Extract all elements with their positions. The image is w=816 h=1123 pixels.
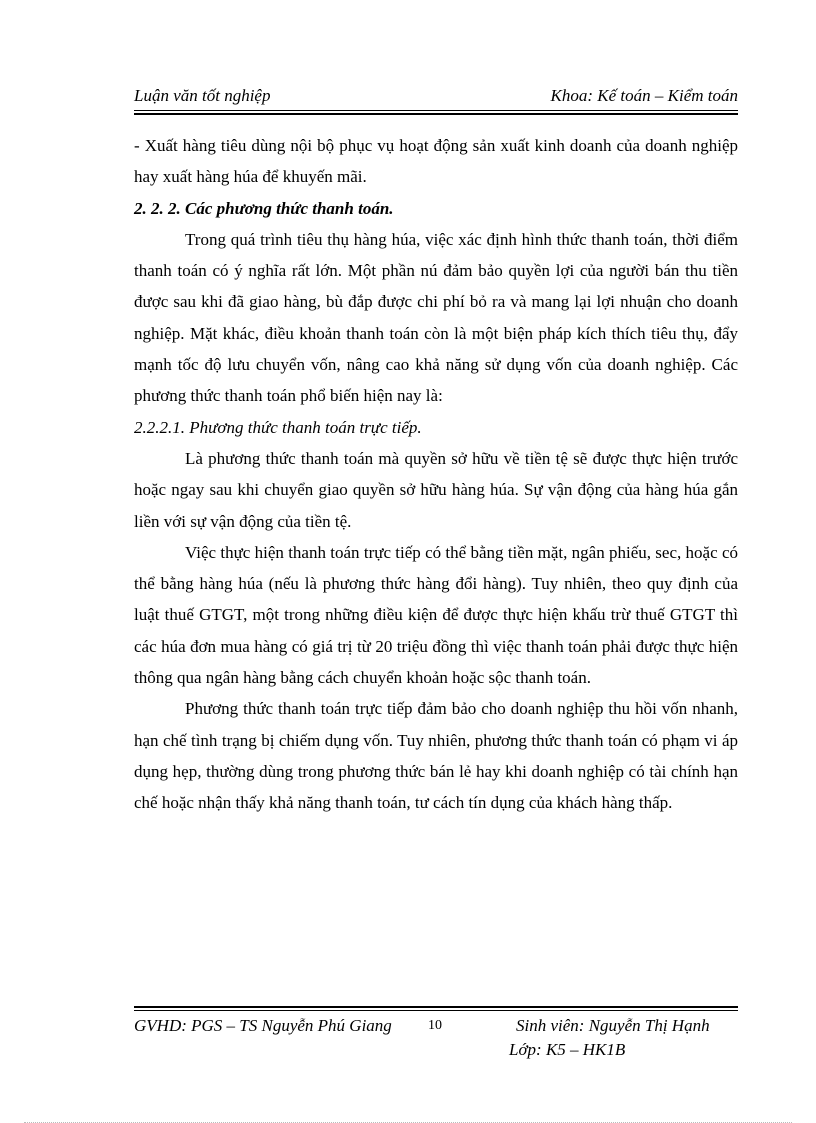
footer-class: Lớp: K5 – HK1B (509, 1040, 626, 1059)
subsection-heading: 2.2.2.1. Phương thức thanh toán trực tiếp. (134, 417, 422, 437)
paragraph-direct-definition: Là phương thức thanh toán mà quyền sở hữu về tiền tệ sẽ được thực hiện trước hoặc ngay sau khi chuyển giao quyền sở hữu hàng húa. Sự vận động của hàng húa gắn liền với sự vận động của tiền tệ. (134, 448, 738, 531)
header-divider-thick (134, 113, 738, 115)
paragraph-direct-evaluation: Phương thức thanh toán trực tiếp đảm bảo cho doanh nghiệp thu hồi vốn nhanh, hạn chế tình trạng bị chiếm dụng vốn. Tuy nhiên, phương thức thanh toán có phạm vi áp dụng hẹp, thường dùng trong phương thức bán lẻ hay khi doanh nghiệp có tài chính hạn chế hoặc nhận thấy khả năng thanh toán, tư cách tín dụng của khách hàng thấp. (134, 699, 738, 813)
paragraph-export-note: - Xuất hàng tiêu dùng nội bộ phục vụ hoạt động sản xuất kinh doanh của doanh nghiệp hay xuất hàng húa để khuyến mãi. (134, 136, 738, 187)
paragraph-direct-methods: Việc thực hiện thanh toán trực tiếp có thể bằng tiền mặt, ngân phiếu, sec, hoặc có thể bằng hàng húa (nếu là phương thức hàng đổi hàng). Tuy nhiên, theo quy định của luật thuế GTGT, một trong những điều kiện để được thực hiện khấu trừ thuế GTGT thì các húa đơn mua hàng có giá trị từ 20 triệu đồng thì việc thanh toán phải được thực hiện thông qua ngân hàng bằng cách chuyển khoản hoặc sộc thanh toán. (134, 542, 738, 688)
document-body (134, 130, 738, 819)
page-number: 10 (428, 1018, 442, 1033)
footer-advisor: GVHD: PGS – TS Nguyễn Phú Giang (134, 1016, 392, 1035)
paragraph-payment-intro: Trong quá trình tiêu thụ hàng húa, việc xác định hình thức thanh toán, thời điểm thanh toán có ý nghĩa rất lớn. Một phần nú đảm bảo quyền lợi của người bán thu tiền được sau khi đã giao hàng, bù đắp được chi phí bỏ ra và mang lại lợi nhuận cho doanh nghiệp. Mặt khác, điều khoản thanh toán còn là một biện pháp kích thích tiêu thụ, đẩy mạnh tốc độ lưu chuyển vốn, nâng cao khả năng sử dụng vốn của doanh nghiệp. Các phương thức thanh toán phổ biến hiện nay là: (134, 229, 738, 406)
page-footer (134, 1014, 738, 1064)
footer-divider-thick (134, 1006, 738, 1008)
page-header (134, 86, 738, 112)
section-heading: 2. 2. 2. Các phương thức thanh toán. (134, 198, 394, 218)
header-thesis-title: Luận văn tốt nghiệp (134, 86, 271, 105)
footer-divider (134, 1010, 738, 1011)
header-divider (134, 110, 738, 111)
footer-student: Sinh viên: Nguyễn Thị Hạnh (516, 1016, 710, 1035)
header-faculty: Khoa: Kế toán – Kiểm toán (550, 86, 738, 105)
